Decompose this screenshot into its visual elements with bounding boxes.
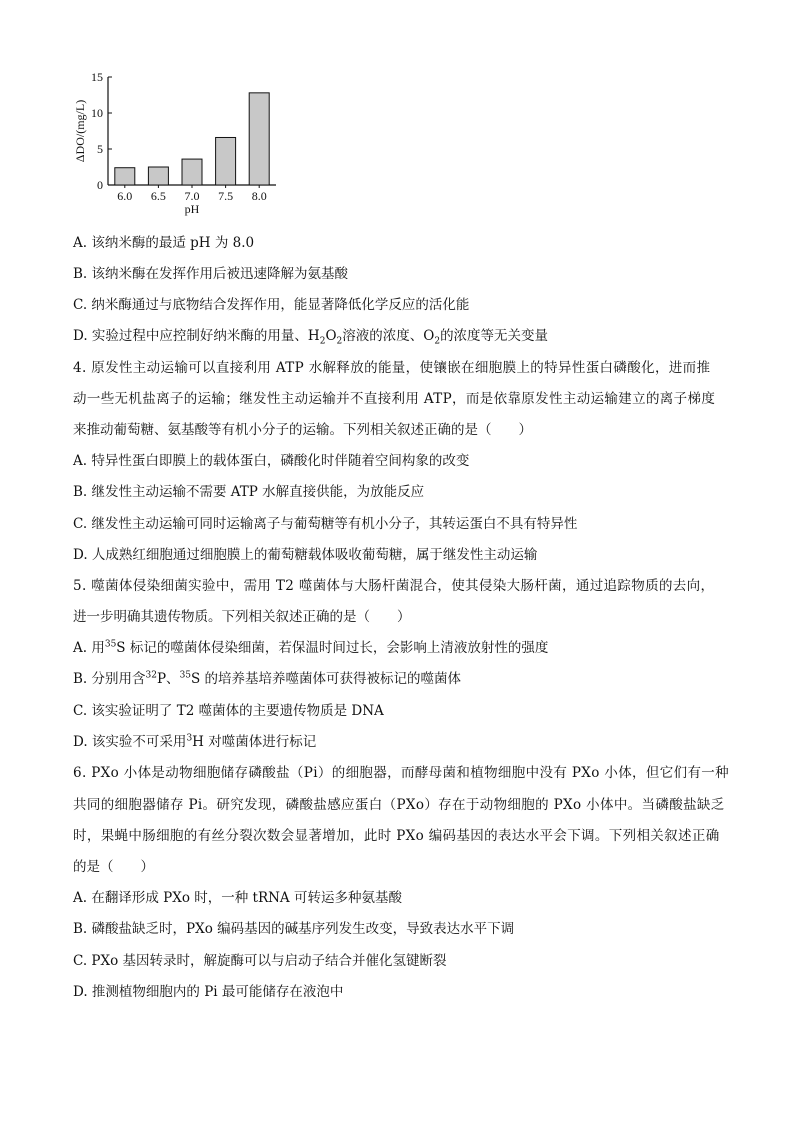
q4-stem-line-2: 动一些无机盐离子的运输；继发性主动运输并不直接利用 ATP，而是依靠原发性主动运输建立的离子梯度 (73, 391, 716, 407)
q5-b-text-2: P、 (156, 671, 180, 687)
y-tick-label: 0 (97, 178, 103, 192)
q6-option-b: B. 磷酸盐缺乏时，PXo 编码基因的碱基序列发生改变，导致表达水平下调 (73, 921, 515, 937)
q5-d-text-2: H 对噬菌体进行标记 (192, 734, 317, 750)
x-tick-label: 8.0 (251, 189, 267, 203)
q3-option-b: B. 该纳米酶在发挥作用后被迅速降解为氨基酸 (73, 266, 349, 282)
q5-d-sup: 3 (186, 733, 193, 744)
q3-option-d (73, 326, 773, 346)
q4-option-d: D. 人成熟红细胞通过细胞膜上的葡萄糖载体吸收葡萄糖，属于继发性主动运输 (73, 547, 538, 563)
q6-option-a: A. 在翻译形成 PXo 时，一种 tRNA 可转运多种氨基酸 (73, 890, 402, 906)
x-tick-label: 7.5 (218, 189, 234, 203)
q6-stem-line-4: 的是（ ） (73, 859, 154, 875)
q5-stem-line-2: 进一步明确其遗传物质。下列相关叙述正确的是（ ） (73, 609, 411, 625)
y-axis-label: ΔDO/(mg/L) (73, 99, 87, 163)
q5-option-a (73, 638, 773, 658)
bar (182, 159, 202, 185)
q4-option-c: C. 继发性主动运输可同时运输离子与葡萄糖等有机小分子，其转运蛋白不具有特异性 (73, 516, 578, 532)
q5-a-sup: 35 (104, 639, 117, 650)
q6-stem-line-1: 6. PXo 小体是动物细胞储存磷酸盐（Pi）的细胞器，而酵母菌和植物细胞中没有 PXo 小体，但它们有一种 (73, 765, 729, 781)
q5-b-text-3: S 的培养基培养噬菌体可获得被标记的噬菌体 (191, 671, 462, 687)
q3-d-text-2: O (325, 328, 337, 344)
bar (115, 168, 135, 185)
x-axis-label: pH (184, 202, 200, 216)
q6-option-d: D. 推测植物细胞内的 Pi 最可能储存在液泡中 (73, 984, 344, 1000)
q6-option-c: C. PXo 基因转录时，解旋酶可以与启动子结合并催化氢键断裂 (73, 953, 447, 969)
q4-stem-line-1: 4. 原发性主动运输可以直接利用 ATP 水解释放的能量，使镶嵌在细胞膜上的特异性蛋白磷酸化，进而推 (73, 360, 711, 376)
bar (216, 137, 236, 185)
q5-option-c: C. 该实验证明了 T2 噬菌体的主要遗传物质是 DNA (73, 703, 384, 719)
q3-d-text-3: 溶液的浓度、O (342, 328, 435, 344)
q5-b-sup-2: 35 (179, 670, 192, 681)
q4-stem-line-3: 来推动葡萄糖、氨基酸等有机小分子的运输。下列相关叙述正确的是（ ） (73, 422, 532, 438)
q5-b-sup-1: 32 (145, 670, 157, 681)
q4-option-b: B. 继发性主动运输不需要 ATP 水解直接供能，为放能反应 (73, 484, 425, 500)
x-tick-label: 6.5 (150, 189, 166, 203)
q5-stem-line-1: 5. 噬菌体侵染细菌实验中，需用 T2 噬菌体与大肠杆菌混合，使其侵染大肠杆菌，通过追踪物质的去向， (73, 578, 715, 594)
do-ph-bar-chart (70, 68, 300, 218)
q3-d-sub-2: 2 (336, 336, 343, 347)
x-tick-label: 6.0 (117, 189, 133, 203)
bar (249, 93, 269, 185)
q3-d-text-1: D. 实验过程中应控制好纳米酶的用量、H (73, 328, 320, 344)
x-tick-label: 7.0 (184, 189, 200, 203)
q5-option-b (73, 669, 773, 689)
q3-option-a: A. 该纳米酶的最适 pH 为 8.0 (73, 235, 255, 251)
q3-d-sub-3: 2 (434, 336, 441, 347)
q4-option-a: A. 特异性蛋白即膜上的载体蛋白，磷酸化时伴随着空间构象的改变 (73, 453, 470, 469)
q5-a-text-2: S 标记的噬菌体侵染细菌，若保温时间过长，会影响上清液放射性的强度 (116, 640, 549, 656)
y-tick-label: 10 (91, 106, 103, 120)
q3-option-c: C. 纳米酶通过与底物结合发挥作用，能显著降低化学反应的活化能 (73, 297, 470, 313)
q5-a-text-1: A. 用 (73, 640, 105, 656)
q6-stem-line-3: 时，果蝇中肠细胞的有丝分裂次数会显著增加，此时 PXo 编码基因的表达水平会下调。下列相关叙述正确 (73, 828, 720, 844)
q3-d-text-4: 的浓度等无关变量 (440, 328, 549, 344)
q6-stem-line-2: 共同的细胞器储存 Pi。研究发现，磷酸盐感应蛋白（PXo）存在于动物细胞的 PXo 小体中。当磷酸盐缺乏 (73, 797, 725, 813)
q5-option-d (73, 732, 773, 752)
y-tick-label: 15 (91, 70, 103, 84)
y-tick-label: 5 (97, 142, 103, 156)
q5-b-text-1: B. 分别用含 (73, 671, 146, 687)
q3-d-sub-1: 2 (319, 336, 326, 347)
q5-d-text-1: D. 该实验不可采用 (73, 734, 187, 750)
bar (148, 167, 168, 185)
